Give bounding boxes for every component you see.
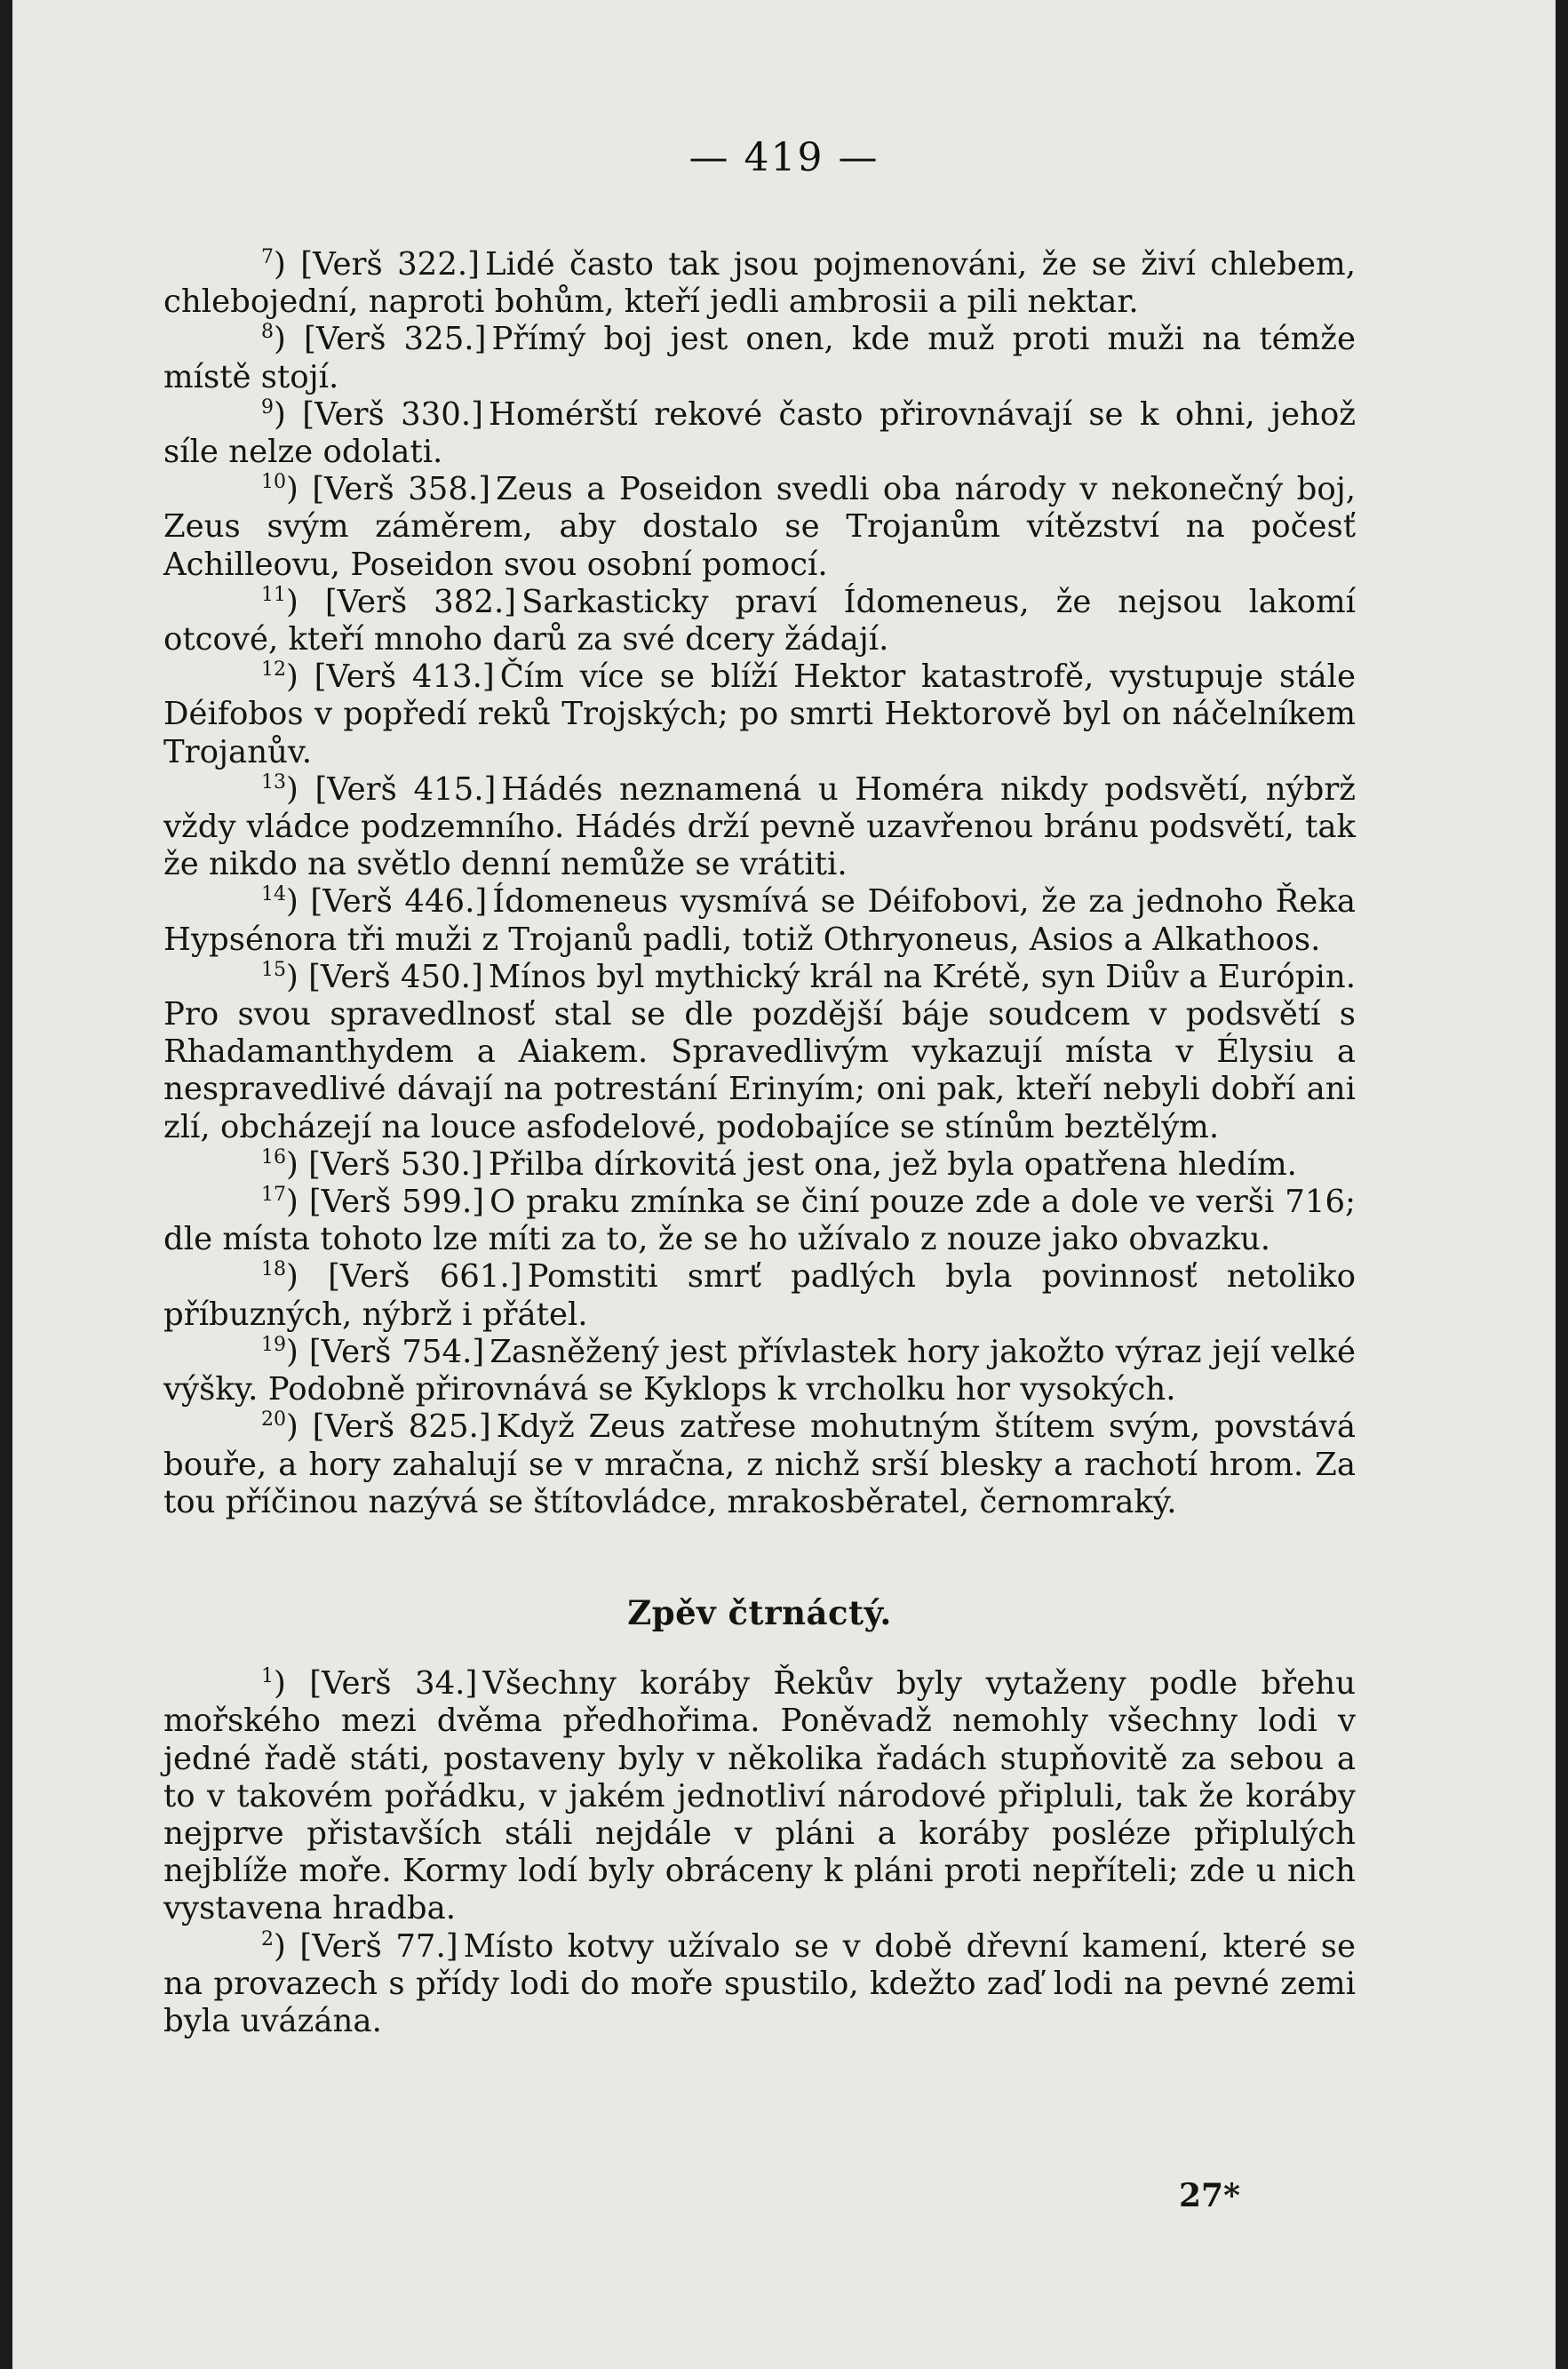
footnote-number: 8 (261, 321, 274, 344)
footnote-number: 17 (261, 1184, 286, 1207)
footnote-text: Čím více se blíží Hektor katastrofě, vystupuje stále Déifobos v popředí reků Trojských; po smrti Hektorově byl on náčelníkem Trojanův. (163, 658, 1356, 770)
footnote-paren: ) (274, 395, 303, 433)
footnote (163, 471, 1356, 584)
footnote-number: 19 (261, 1333, 286, 1356)
footnote (163, 321, 1356, 395)
footnote (163, 1184, 1356, 1258)
signature-mark: 27* (1179, 2177, 1240, 2214)
footnote-paren: ) (274, 1665, 310, 1703)
footnote-number: 18 (261, 1258, 286, 1281)
footnote-number: 13 (261, 770, 286, 794)
footnote-number: 7 (261, 246, 274, 268)
footnote-paren: ) (286, 1258, 329, 1296)
footnote-verse-ref: [Verš 825.] (312, 1408, 491, 1446)
footnote-verse-ref: [Verš 77.] (299, 1927, 458, 1965)
footnote-verse-ref: [Verš 661.] (328, 1258, 522, 1296)
footnote-number: 16 (261, 1145, 286, 1169)
footnote-paren: ) (286, 1333, 309, 1370)
footnote-paren: ) (286, 1184, 309, 1221)
footnote-number: 9 (261, 395, 274, 419)
footnote-verse-ref: [Verš 530.] (308, 1145, 483, 1183)
footnote-paren: ) (274, 321, 304, 358)
page-number: — 419 — (688, 135, 880, 180)
footnote-number: 10 (261, 471, 286, 494)
footnote-verse-ref: [Verš 415.] (314, 770, 497, 808)
footnote (163, 1665, 1356, 1927)
footnote-number: 1 (261, 1665, 274, 1688)
footnote (163, 959, 1356, 1146)
footnote-paren: ) (286, 658, 314, 696)
footnotes-chapter-13 (163, 246, 1356, 1521)
footnote-verse-ref: [Verš 754.] (308, 1333, 485, 1370)
footnote (163, 883, 1356, 958)
footnote-text: Místo kotvy užívalo se v době dřevní kamení, které se na provazech s přídy lodi do moře spustilo, kdežto zaď lodi na pevné zemi byla uvázána. (163, 1927, 1356, 2039)
footnote-paren: ) (286, 1145, 309, 1183)
footnote-paren: ) (286, 958, 309, 995)
footnote (163, 771, 1356, 884)
footnote-verse-ref: [Verš 322.] (300, 246, 480, 283)
footnote-text: Homérští rekové často přirovnávají se k ohni, jehož síle nelze odolati. (163, 395, 1356, 471)
footnote-verse-ref: [Verš 358.] (312, 471, 491, 508)
footnote-paren: ) (286, 770, 315, 808)
footnotes-block (163, 246, 1356, 2040)
footnote-text: O praku zmínka se činí pouze zde a dole ve verši 716; dle místa tohoto lze míti za to, že se ho užívalo z nouze jako obvazku. (163, 1184, 1357, 1258)
footnote-verse-ref: [Verš 450.] (308, 958, 483, 995)
footnote-text: Lidé často tak jsou pojmenováni, že se živí chlebem, chlebojední, naproti bohům, kteří jedli ambrosii a pili nektar. (163, 246, 1356, 321)
footnotes-chapter-14 (163, 1665, 1356, 2040)
footnote-verse-ref: [Verš 325.] (303, 321, 487, 358)
footnote-number: 20 (261, 1408, 286, 1432)
footnote-paren: ) (286, 1408, 313, 1446)
footnote-text: Všechny koráby Řekův byly vytaženy podle břehu mořského mezi dvěma předhořima. Poněvadž nemohly všechny lodi v jedné řadě státi, postaveny byly v několika řadách stupňovitě za sebou a to v takovém pořádku, v jakém jednotliví národové připluli, tak že koráby nejprve přistavších stáli nejdále v pláni a koráby posléze připlulých nejblíže moře. Kormy lodí byly obráceny k pláni proti nepříteli; zde u nich vystavena hradba. (163, 1665, 1356, 1927)
footnote-text: Když Zeus zatřese mohutným štítem svým, povstává bouře, a hory zahalují se v mračna, z nichž srší blesky a rachotí hrom. Za tou příčinou nazývá se štítovládce, mrakosběratel, černomraký. (163, 1408, 1356, 1520)
footnote-text: Pomstiti smrť padlých byla povinnosť netoliko příbuzných, nýbrž i přátel. (163, 1258, 1356, 1333)
footnote-paren: ) (286, 883, 311, 921)
footnote-text: Hádés neznamená u Homéra nikdy podsvětí, nýbrž vždy vládce podzemního. Hádés drží pevně uzavřenou bránu podsvětí, tak že nikdo na světlo denní nemůže se vrátiti. (163, 770, 1357, 883)
scanned-page (12, 0, 1556, 2369)
footnote-paren: ) (286, 471, 313, 508)
footnote (163, 1334, 1356, 1408)
footnote-paren: ) (274, 1927, 300, 1965)
footnote-number: 11 (261, 583, 286, 606)
footnote-number: 2 (261, 1927, 274, 1950)
footnote-verse-ref: [Verš 446.] (310, 883, 488, 921)
footnote (163, 658, 1356, 771)
footnote-text: Přímý boj jest onen, kde muž proti muži na témže místě stojí. (163, 321, 1356, 395)
footnote-verse-ref: [Verš 330.] (302, 395, 483, 433)
footnote-text: Zasněžený jest přívlastek hory jakožto výraz její velké výšky. Podobně přirovnává se Kyklops k vrcholku hor vysokých. (163, 1333, 1356, 1408)
footnote (163, 396, 1356, 471)
footnote-number: 15 (261, 958, 286, 981)
footnote-verse-ref: [Verš 599.] (308, 1184, 485, 1221)
footnote (163, 1146, 1356, 1184)
section-title: Zpěv čtrnáctý. (627, 1592, 892, 1632)
footnote (163, 1408, 1356, 1521)
footnote (163, 1928, 1356, 2041)
footnote (163, 1258, 1356, 1333)
footnote-text: Sarkasticky praví Ídomeneus, že nejsou lakomí otcové, kteří mnoho darů za své dcery žádají. (163, 583, 1356, 658)
footnote-number: 12 (261, 658, 286, 682)
footnote-verse-ref: [Verš 382.] (324, 583, 517, 620)
footnote-text: Přilba dírkovitá jest ona, jež byla opatřena hledím. (488, 1145, 1297, 1183)
footnote-verse-ref: [Verš 34.] (309, 1665, 478, 1703)
footnote-text: Mínos byl mythický král na Krétě, syn Diův a Európin. Pro svou spravedlnosť stal se dle pozdější báje soudcem v podsvětí s Rhadamanthydem a Aiakem. Spravedlivým vykazují místa v Élysiu a nespravedlivé dávají na potrestání Erinyím; oni pak, kteří nebyli dobří ani zlí, obcházejí na louce asfodelové, podobajíce se stínům beztělým. (163, 958, 1357, 1145)
footnote-text: Ídomeneus vysmívá se Déifobovi, že za jednoho Řeka Hypsénora tři muži z Trojanů padli, totiž Othryoneus, Asios a Alkathoos. (163, 883, 1356, 958)
footnote (163, 584, 1356, 658)
footnote (163, 246, 1356, 321)
footnote-paren: ) (286, 583, 325, 620)
footnote-verse-ref: [Verš 413.] (314, 658, 495, 696)
footnote-text: Zeus a Poseidon svedli oba národy v nekonečný boj, Zeus svým záměrem, aby dostalo se Trojanům vítězství na počesť Achilleovu, Poseidon svou osobní pomocí. (163, 471, 1357, 583)
footnote-paren: ) (274, 246, 301, 283)
footnote-number: 14 (261, 883, 286, 906)
